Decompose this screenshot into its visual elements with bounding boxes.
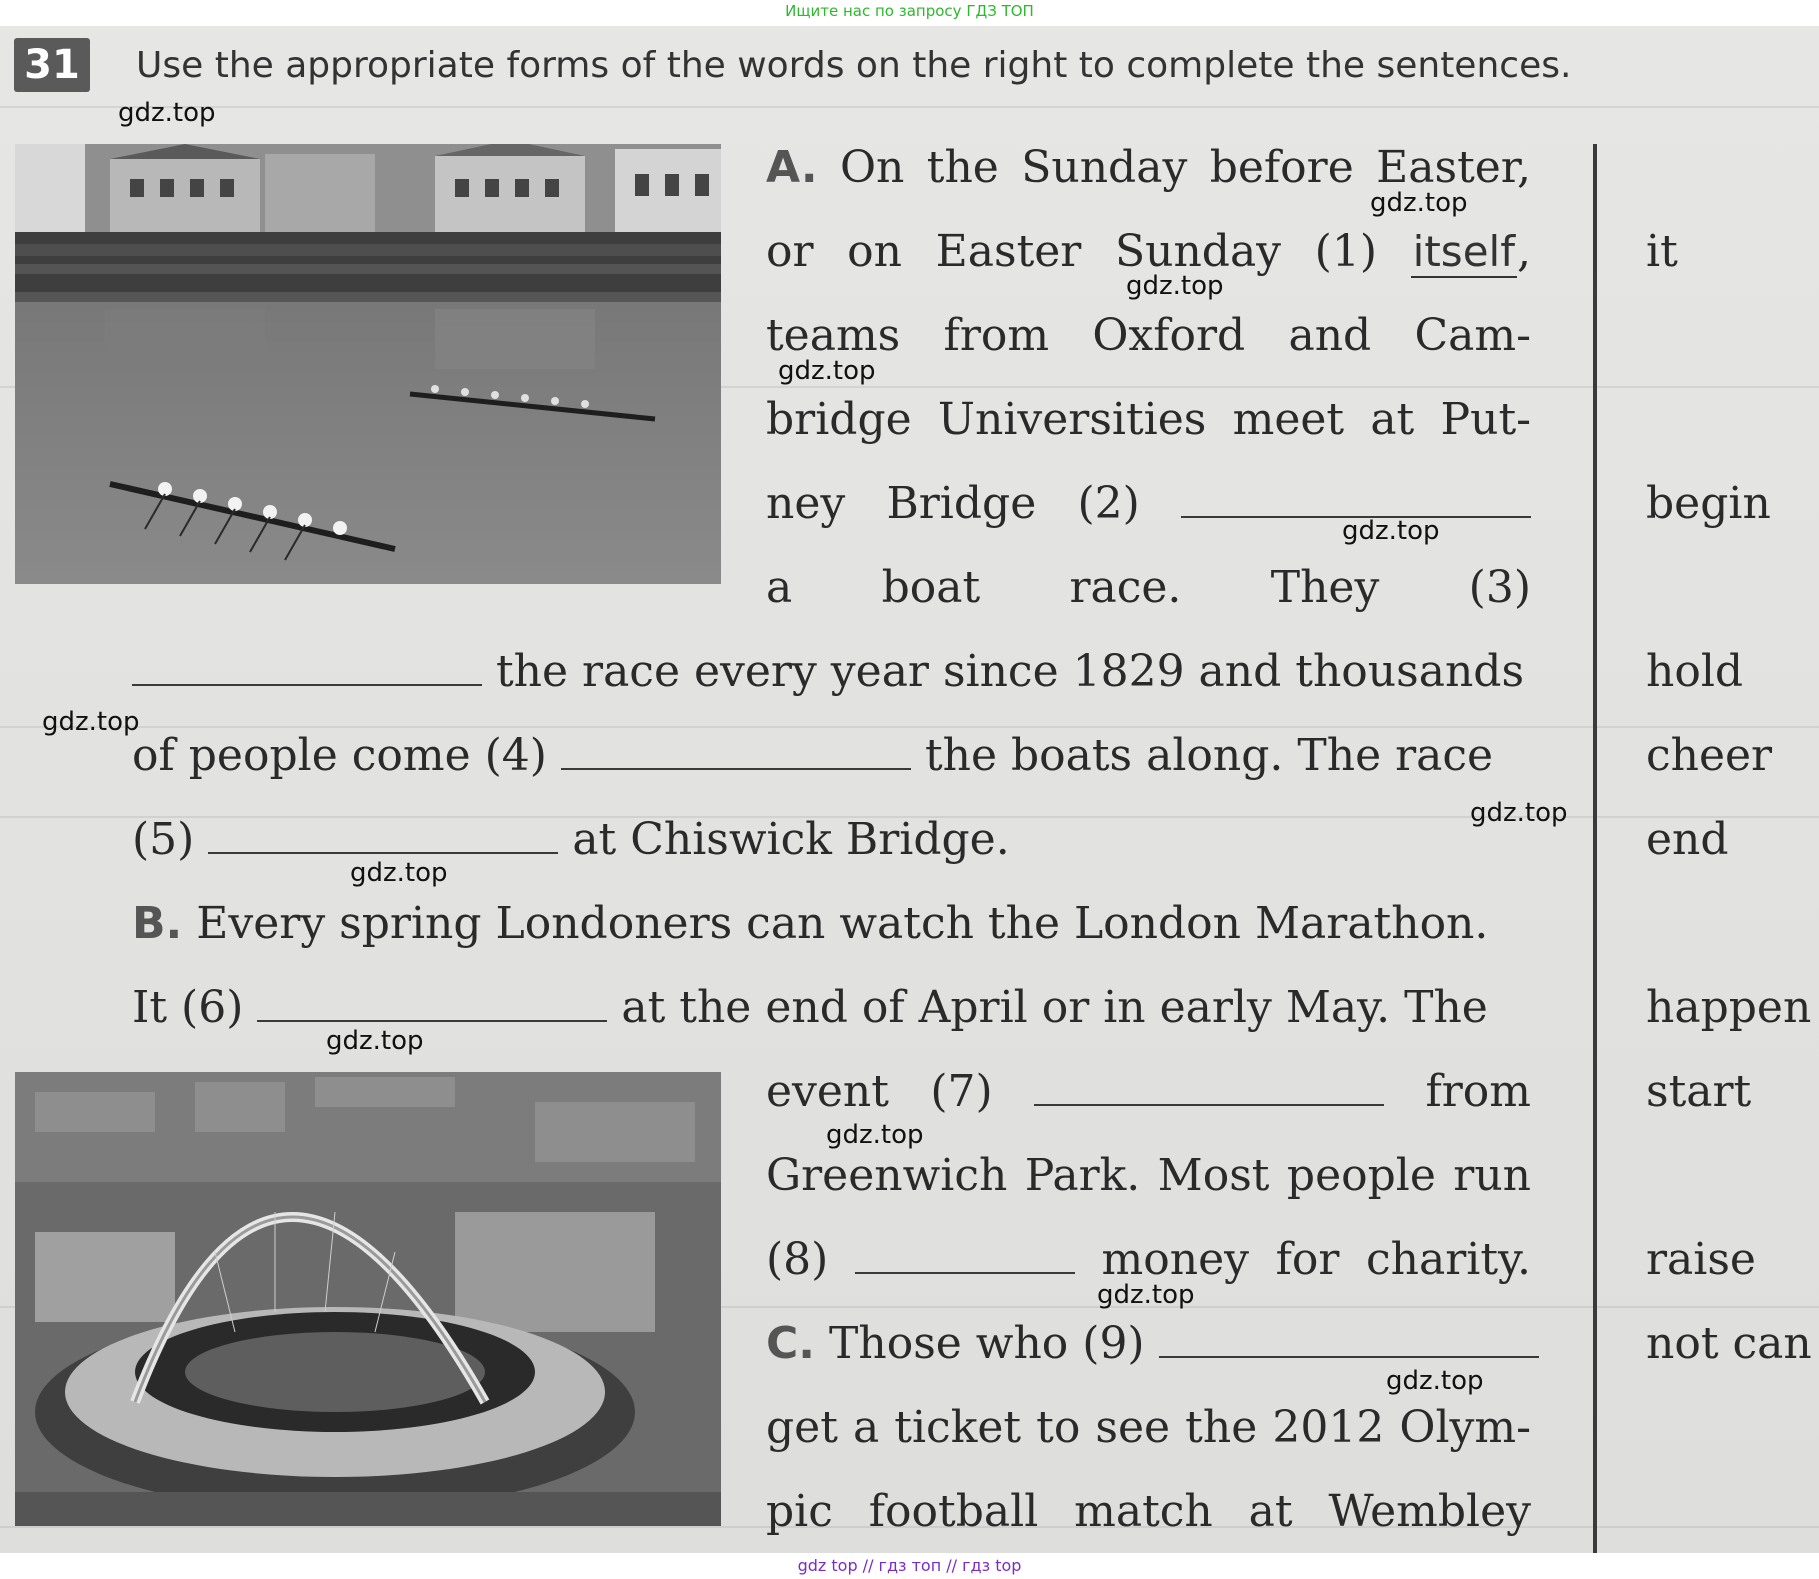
watermark: gdz.top bbox=[826, 1120, 924, 1150]
word-hold: hold bbox=[1646, 646, 1744, 697]
section-a-line-7: the race every year since 1829 and thousands bbox=[496, 646, 1525, 697]
text-line bbox=[132, 896, 1488, 952]
section-a-line-2: or on Easter Sunday (1) bbox=[766, 226, 1378, 277]
section-b-line-3a: event (7) bbox=[766, 1066, 993, 1117]
textbook-page bbox=[0, 26, 1819, 1553]
word-happen: happen bbox=[1646, 982, 1812, 1033]
watermark: gdz.top bbox=[1126, 271, 1224, 301]
section-a-line-6: a boat race. They (3) bbox=[766, 562, 1531, 613]
section-c-line-1: Those who (9) bbox=[829, 1318, 1145, 1369]
blank-4[interactable] bbox=[561, 748, 911, 770]
section-a-line-9a: (5) bbox=[132, 814, 195, 865]
section-a-line-4: bridge Universities meet at Put- bbox=[766, 394, 1531, 445]
answer-1: itself bbox=[1412, 227, 1515, 276]
section-a-line-9b: at Chiswick Bridge. bbox=[572, 814, 1010, 865]
bottom-banner[interactable]: gdz top // гдз топ // гдз top bbox=[0, 1553, 1819, 1579]
watermark: gdz.top bbox=[778, 356, 876, 386]
text-line bbox=[132, 812, 1010, 868]
exercise-number: 31 bbox=[14, 38, 90, 92]
text-line bbox=[766, 1316, 1539, 1372]
column-divider bbox=[1593, 144, 1597, 1553]
section-a-line-5: ney Bridge (2) bbox=[766, 478, 1140, 529]
blank-6[interactable] bbox=[257, 1000, 607, 1022]
blank-9[interactable] bbox=[1159, 1336, 1539, 1358]
watermark: gdz.top bbox=[1470, 798, 1568, 828]
blank-8[interactable] bbox=[855, 1252, 1075, 1274]
rowing-race-photo bbox=[15, 144, 721, 584]
text-line bbox=[132, 728, 1493, 784]
section-a-line-8a: of people come (4) bbox=[132, 730, 547, 781]
section-b-line-3b: from bbox=[1425, 1066, 1531, 1117]
word-end: end bbox=[1646, 814, 1729, 865]
bleed-line bbox=[0, 106, 1819, 108]
word-start: start bbox=[1646, 1066, 1752, 1117]
watermark: gdz.top bbox=[1342, 516, 1440, 546]
word-it: it bbox=[1646, 226, 1678, 277]
section-a-line-3: teams from Oxford and Cam- bbox=[766, 310, 1531, 361]
blank-5[interactable] bbox=[208, 832, 558, 854]
section-b-letter: B. bbox=[132, 898, 183, 949]
section-c-line-3: pic football match at Wembley bbox=[766, 1486, 1531, 1537]
word-raise: raise bbox=[1646, 1234, 1756, 1285]
text-line bbox=[766, 1064, 1531, 1120]
section-b-line-1: Every spring Londoners can watch the London Marathon. bbox=[196, 898, 1489, 949]
text-line bbox=[132, 644, 1524, 700]
blank-7[interactable] bbox=[1034, 1084, 1384, 1106]
word-not-can: not can bbox=[1646, 1318, 1812, 1369]
section-b-line-4: Greenwich Park. Most people run bbox=[766, 1150, 1531, 1201]
watermark: gdz.top bbox=[1097, 1280, 1195, 1310]
wembley-stadium-photo bbox=[15, 1072, 721, 1526]
watermark: gdz.top bbox=[1370, 188, 1468, 218]
section-b-line-2a: It (6) bbox=[132, 982, 244, 1033]
exercise-instruction: Use the appropriate forms of the words on the right to complete the sentences. bbox=[136, 45, 1572, 86]
blank-2[interactable] bbox=[1181, 496, 1531, 518]
watermark: gdz.top bbox=[118, 98, 216, 128]
blank-3[interactable] bbox=[132, 664, 482, 686]
section-a-line-8b: the boats along. The race bbox=[924, 730, 1494, 781]
watermark: gdz.top bbox=[350, 858, 448, 888]
word-cheer: cheer bbox=[1646, 730, 1773, 781]
section-b-line-2b: at the end of April or in early May. The bbox=[621, 982, 1488, 1033]
section-b-line-5a: (8) bbox=[766, 1234, 829, 1285]
top-banner[interactable]: Ищите нас по запросу ГДЗ ТОП bbox=[0, 0, 1819, 26]
section-b-line-5b: money for charity. bbox=[1101, 1234, 1531, 1285]
comma: , bbox=[1517, 226, 1531, 277]
section-a-letter: A. bbox=[766, 142, 818, 193]
watermark: gdz.top bbox=[326, 1026, 424, 1056]
watermark: gdz.top bbox=[42, 707, 140, 737]
section-a-line-1: On the Sunday before Easter, bbox=[839, 142, 1531, 193]
watermark: gdz.top bbox=[1386, 1366, 1484, 1396]
section-c-line-2: get a ticket to see the 2012 Olym- bbox=[766, 1402, 1531, 1453]
section-c-letter: C. bbox=[766, 1318, 816, 1369]
word-begin: begin bbox=[1646, 478, 1771, 529]
